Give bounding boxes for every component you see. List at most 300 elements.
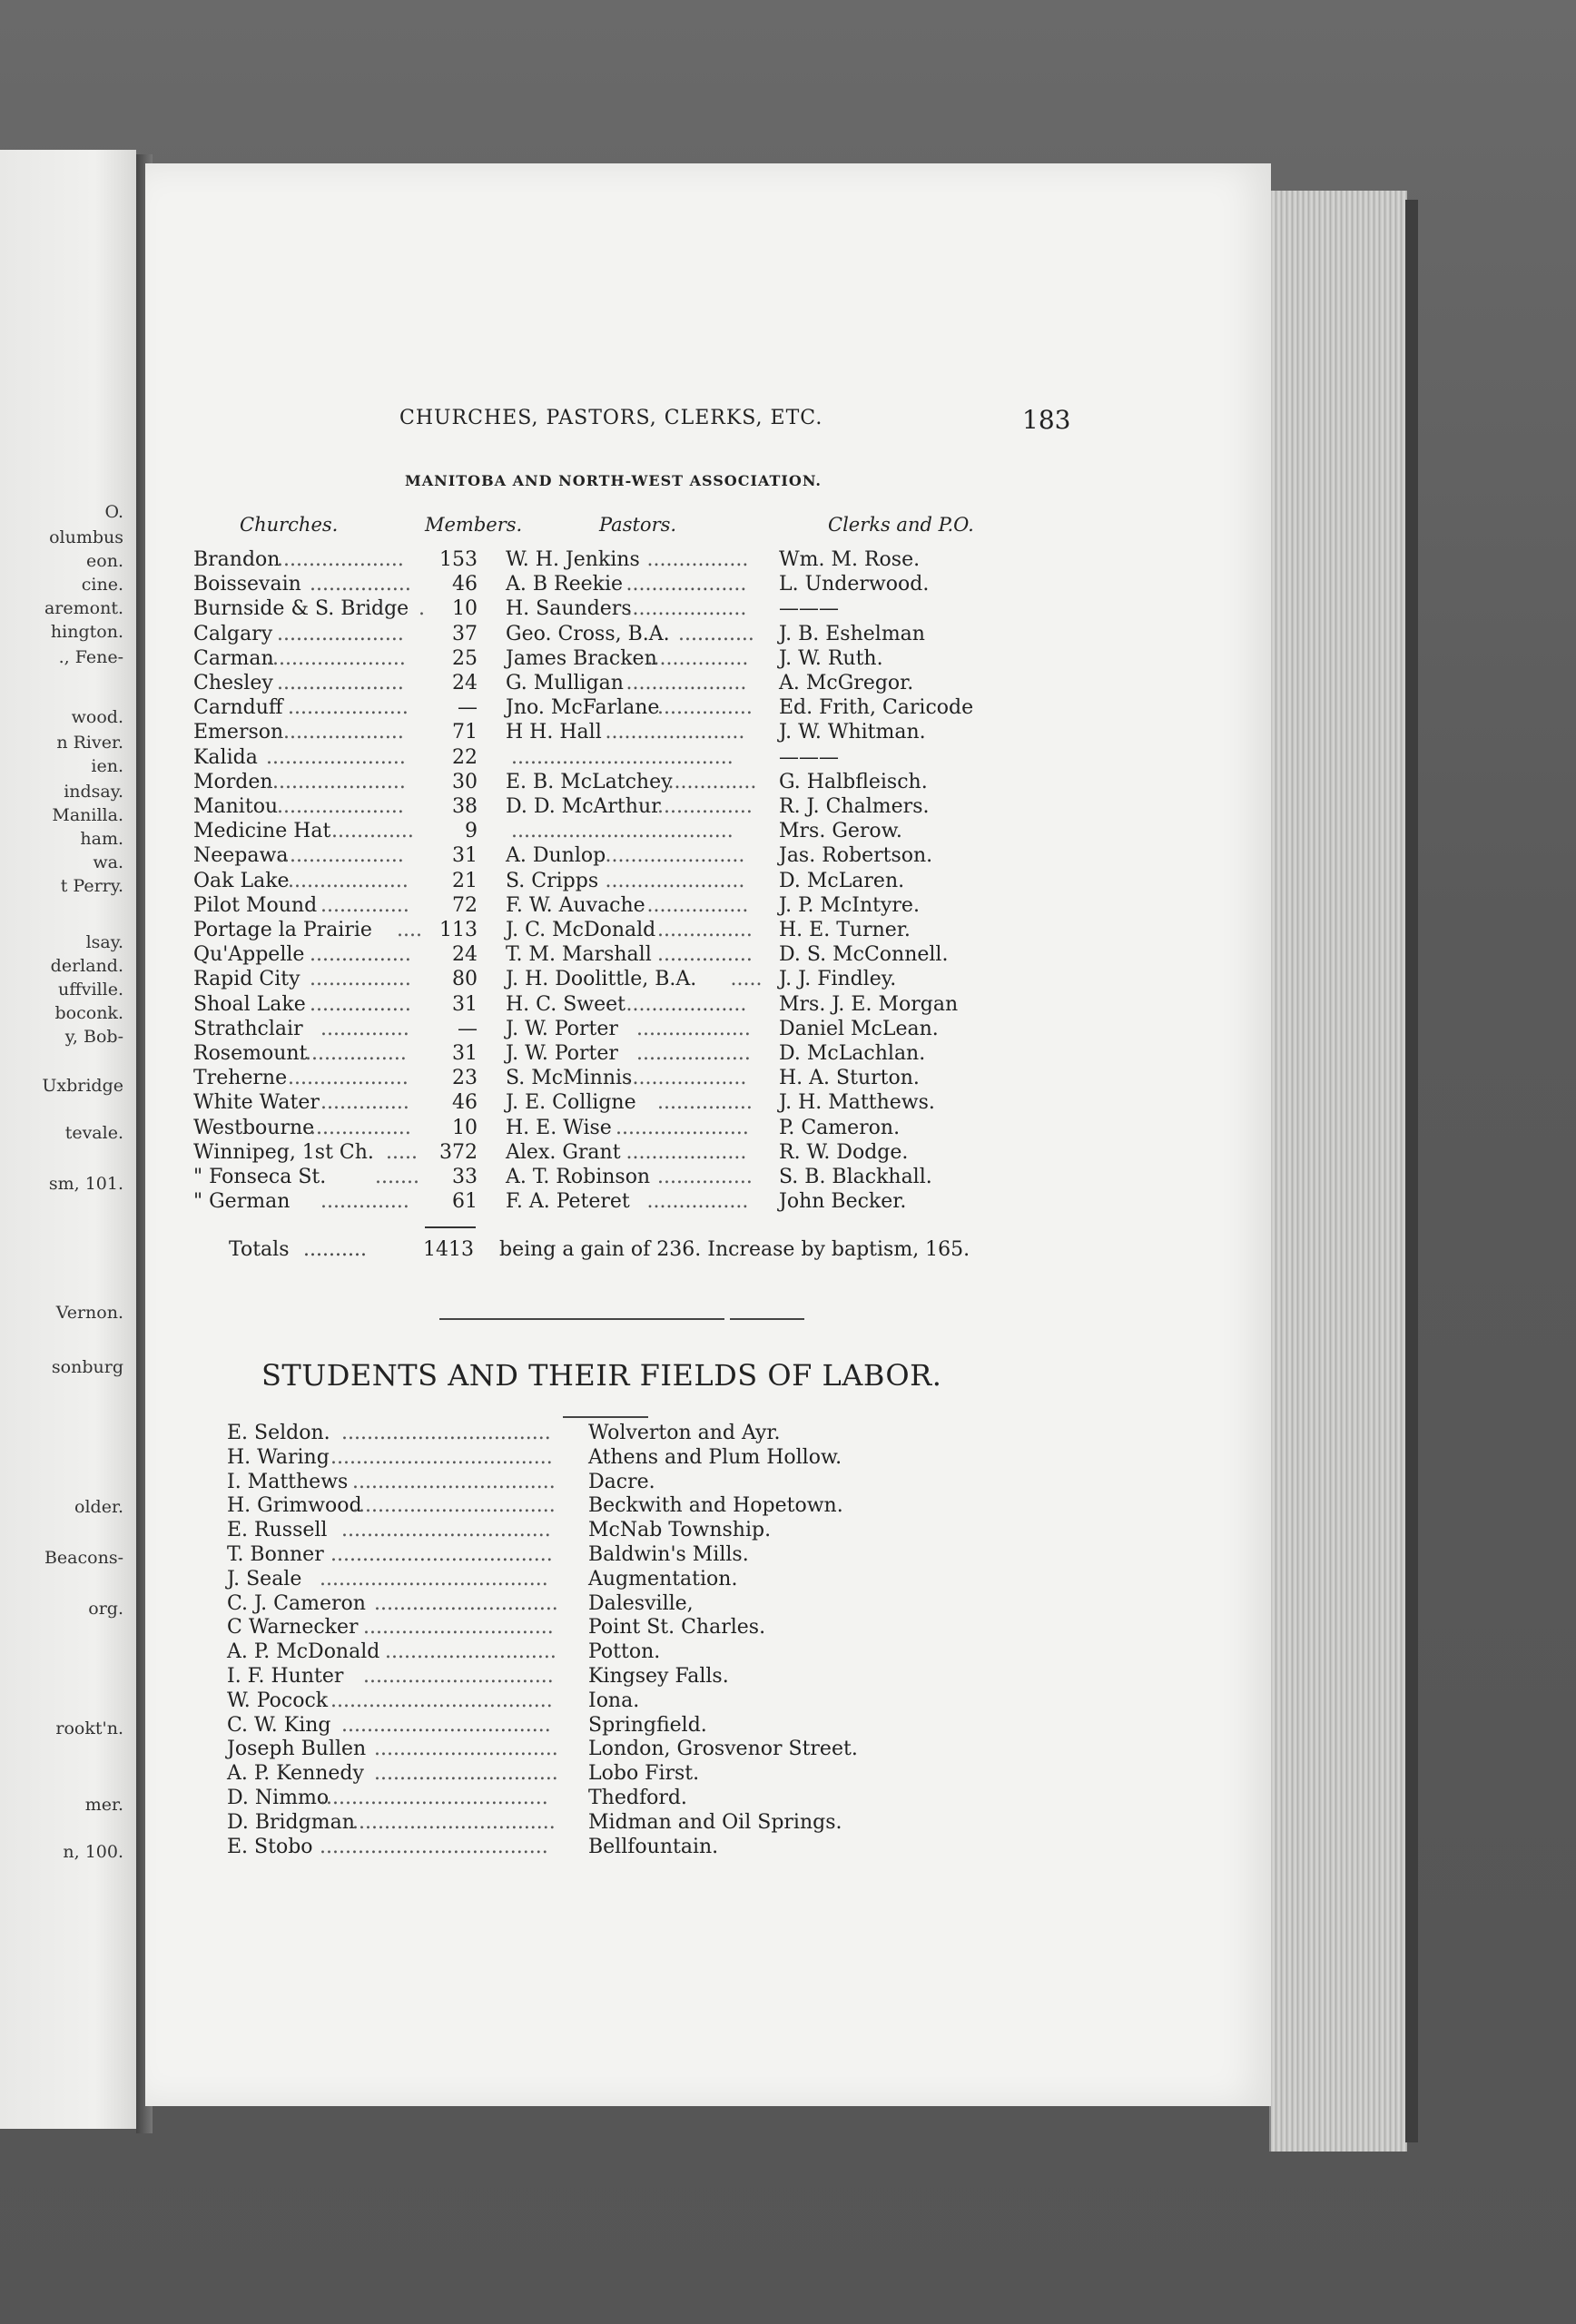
leader-dots: ..... — [386, 1140, 418, 1164]
leader-dots: ................................... — [330, 1689, 553, 1712]
church-clerk: ——— — [779, 597, 839, 621]
student-field: McNab Township. — [588, 1519, 772, 1542]
student-row — [227, 1519, 1044, 1543]
leader-dots: .............................. — [363, 1616, 554, 1640]
church-name: Manitou — [193, 795, 279, 818]
student-field: Athens and Plum Hollow. — [588, 1445, 842, 1469]
student-row — [227, 1471, 1044, 1495]
leader-dots: ................................ — [352, 1494, 556, 1518]
church-clerk: Jas. Robertson. — [779, 844, 933, 868]
left-fragment: wa. — [93, 852, 123, 872]
church-clerk: J. J. Findley. — [779, 968, 897, 991]
church-name: White Water — [193, 1091, 320, 1115]
church-pastor: A. B Reekie — [506, 573, 624, 596]
church-clerk: J. B. Eshelman — [779, 622, 925, 645]
church-row — [0, 943, 1180, 968]
student-name: D. Bridgman — [227, 1810, 355, 1834]
leader-dots: ...................... — [605, 844, 745, 868]
church-pastor: E. B. McLatchey — [506, 770, 673, 793]
leader-dots: .............. — [667, 770, 757, 793]
church-row — [0, 771, 1180, 795]
leader-dots: ................. — [299, 1042, 407, 1065]
church-pastor: Alex. Grant — [506, 1140, 621, 1164]
church-row — [0, 672, 1180, 696]
church-members: 24 — [452, 943, 478, 967]
leader-dots: ................................. — [341, 1422, 551, 1444]
student-row — [227, 1446, 1044, 1471]
church-members: 61 — [452, 1190, 478, 1214]
church-row — [0, 623, 1180, 647]
leader-dots: ................ — [310, 1116, 411, 1139]
left-fragment: ien. — [91, 756, 123, 776]
left-fragment: org. — [88, 1599, 123, 1619]
church-clerk: R. W. Dodge. — [779, 1140, 909, 1164]
church-clerk: J. H. Matthews. — [779, 1091, 935, 1115]
leader-dots: ............... — [657, 696, 753, 720]
left-fragment: derland. — [50, 956, 123, 976]
church-members: 31 — [452, 1042, 478, 1065]
student-name: C. W. King — [227, 1713, 331, 1737]
student-name: E. Russell — [227, 1519, 328, 1542]
church-row — [0, 573, 1180, 597]
student-name: H. Grimwood — [227, 1494, 362, 1518]
leader-dots: .................................... — [320, 1835, 548, 1858]
student-field: Point St. Charles. — [588, 1616, 766, 1640]
leader-dots: ........................... — [385, 1640, 557, 1664]
leader-dots: ................ — [310, 573, 411, 596]
church-row — [0, 795, 1180, 820]
church-name: Strathclair — [193, 1017, 303, 1040]
leader-dots: ..................... — [616, 1116, 749, 1139]
leader-dots: ................................ — [352, 1810, 556, 1834]
church-pastor: J. E. Colligne — [506, 1091, 636, 1115]
church-row — [0, 647, 1180, 672]
leader-dots: ..... — [730, 968, 763, 991]
left-fragment: y, Bob- — [64, 1027, 123, 1047]
church-row — [0, 548, 1180, 573]
church-clerk: D. McLaren. — [779, 869, 905, 892]
church-pastor: W. H. Jenkins — [506, 548, 640, 571]
church-name: Medicine Hat — [193, 820, 331, 843]
left-fragment: O. — [104, 502, 123, 522]
left-fragment: uffville. — [58, 980, 123, 1000]
church-pastor: H. Saunders — [506, 597, 632, 621]
church-pastor: S. Cripps — [506, 869, 599, 892]
leader-dots: .............. — [320, 893, 409, 917]
church-members: 46 — [452, 1091, 478, 1115]
leader-dots: ................... — [288, 1067, 409, 1090]
church-members: 23 — [452, 1067, 478, 1090]
column-header-pastors: Pastors. — [599, 514, 677, 536]
leader-dots: ................... — [625, 573, 747, 596]
student-name: W. Pocock — [227, 1689, 329, 1712]
church-members: 25 — [452, 646, 478, 670]
student-field: Wolverton and Ayr. — [588, 1422, 781, 1444]
church-members: 31 — [452, 992, 478, 1016]
leader-dots: ................... — [288, 696, 409, 720]
student-field: Augmentation. — [588, 1567, 738, 1590]
church-pastor: A. Dunlop — [506, 844, 606, 868]
running-header: CHURCHES, PASTORS, CLERKS, ETC. — [399, 407, 823, 429]
church-name: Pilot Mound — [193, 893, 318, 917]
leader-dots: ................................... — [330, 1445, 553, 1469]
leader-dots: .................... — [277, 622, 404, 645]
church-name: Emerson — [193, 721, 284, 744]
church-name: Kalida — [193, 745, 258, 769]
left-fragment: Manilla. — [52, 805, 123, 825]
church-name: Oak Lake — [193, 869, 290, 892]
church-members: 10 — [452, 1116, 478, 1139]
leader-dots: ................ — [646, 893, 749, 917]
church-name: Chesley — [193, 672, 273, 694]
page-edges — [1269, 191, 1407, 2152]
church-pastor: J. H. Doolittle, B.A. — [506, 968, 697, 991]
leader-dots: .... — [397, 919, 422, 941]
leader-dots: .................................... — [320, 1787, 548, 1809]
leader-dots: .................... — [277, 721, 404, 744]
totals-dots: .......... — [303, 1238, 367, 1261]
leader-dots: ................... — [625, 597, 747, 621]
church-pastor: H H. Hall — [506, 721, 602, 744]
student-name: C Warnecker — [227, 1616, 359, 1640]
student-field: Dalesville, — [588, 1591, 694, 1615]
leader-dots: ............... — [657, 795, 753, 818]
left-fragment: hington. — [50, 622, 123, 642]
church-name: Morden — [193, 770, 273, 793]
leader-dots: .............. — [320, 1190, 409, 1214]
left-fragment: wood. — [71, 707, 123, 727]
student-name: I. F. Hunter — [227, 1665, 344, 1688]
church-pastor: T. M. Marshall — [506, 943, 652, 967]
church-clerk: Mrs. J. E. Morgan — [779, 992, 959, 1016]
left-fragment: olumbus — [49, 527, 123, 547]
church-members: 113 — [439, 919, 478, 941]
student-field: Midman and Oil Springs. — [588, 1810, 842, 1834]
church-clerk: Mrs. Gerow. — [779, 820, 902, 843]
left-fragment: sonburg — [51, 1357, 123, 1377]
student-row — [227, 1738, 1044, 1762]
left-fragment: n, 100. — [63, 1842, 123, 1862]
church-row — [0, 968, 1180, 992]
student-field: Dacre. — [588, 1470, 655, 1493]
church-members: 22 — [452, 745, 478, 769]
church-row — [0, 1091, 1180, 1116]
church-row — [0, 870, 1180, 894]
student-name: E. Seldon. — [227, 1422, 330, 1444]
church-row — [0, 1117, 1180, 1141]
leader-dots: ................ — [310, 968, 411, 991]
church-row — [0, 894, 1180, 919]
church-pastor: H. C. Sweet — [506, 992, 625, 1016]
left-fragment: aremont. — [44, 598, 123, 618]
left-fragment: lsay. — [85, 932, 123, 952]
leader-dots: .............. — [320, 1091, 409, 1115]
left-fragment: mer. — [84, 1795, 123, 1815]
church-pastor: F. A. Peteret — [506, 1190, 630, 1214]
church-members: 37 — [452, 622, 478, 645]
leader-dots: .................... — [277, 844, 404, 868]
student-field: Lobo First. — [588, 1762, 700, 1786]
church-row — [0, 844, 1180, 869]
church-row — [0, 820, 1180, 844]
column-header-members: Members. — [425, 514, 523, 536]
student-field: London, Grosvenor Street. — [588, 1738, 858, 1761]
leader-dots: ............ — [678, 622, 754, 645]
page-number: 183 — [1022, 405, 1071, 435]
leader-dots: ...................... — [266, 745, 406, 769]
church-clerk: A. McGregor. — [779, 672, 914, 694]
students-title: STUDENTS AND THEIR FIELDS OF LABOR. — [261, 1358, 942, 1393]
church-members: 372 — [439, 1140, 478, 1164]
church-clerk: John Becker. — [779, 1190, 907, 1214]
totals-rule — [425, 1226, 476, 1228]
church-name: Portage la Prairie — [193, 919, 372, 941]
church-members: 38 — [452, 795, 478, 818]
church-pastor: James Bracken — [506, 646, 657, 670]
totals-note: being a gain of 236. Increase by baptism, 165. — [499, 1238, 970, 1261]
page-edge-shadow — [1405, 200, 1418, 2142]
church-members: 9 — [465, 820, 478, 843]
student-row — [227, 1616, 1044, 1640]
church-row — [0, 1042, 1180, 1067]
student-row — [227, 1689, 1044, 1714]
church-clerk: ——— — [779, 745, 839, 769]
student-name: T. Bonner — [227, 1543, 324, 1566]
student-row — [227, 1640, 1044, 1665]
leader-dots: . — [419, 597, 425, 621]
student-name: A. P. McDonald — [227, 1640, 380, 1664]
church-members: 30 — [452, 770, 478, 793]
student-row — [227, 1762, 1044, 1787]
leader-dots: ...................... — [605, 721, 745, 744]
leader-dots: ...................... — [266, 770, 406, 793]
left-fragment: boconk. — [54, 1003, 123, 1023]
student-name: D. Nimmo — [227, 1787, 330, 1809]
leader-dots: ................... — [625, 672, 747, 694]
church-members: 33 — [452, 1166, 478, 1188]
church-members: — — [458, 1017, 478, 1040]
church-name: Rapid City — [193, 968, 300, 991]
student-field: Kingsey Falls. — [588, 1665, 729, 1688]
church-name: Carnduff — [193, 696, 283, 720]
church-clerk: D. S. McConnell. — [779, 943, 949, 967]
student-field: Iona. — [588, 1689, 640, 1712]
left-fragment: Vernon. — [55, 1303, 123, 1323]
leader-dots: ............... — [657, 943, 753, 967]
leader-dots: ................ — [310, 943, 411, 967]
church-clerk: Daniel McLean. — [779, 1017, 939, 1040]
section-divider-gap — [724, 1316, 730, 1322]
church-members: 31 — [452, 844, 478, 868]
church-name: Boissevain — [193, 573, 301, 596]
church-name: Winnipeg, 1st Ch. — [193, 1140, 374, 1164]
column-header-churches: Churches. — [240, 514, 339, 536]
leader-dots: ............................. — [374, 1738, 558, 1761]
leader-dots: ............... — [657, 1166, 753, 1188]
student-name: J. Seale — [227, 1567, 302, 1590]
leader-dots: ................................... — [511, 745, 734, 769]
leader-dots: ................... — [625, 1067, 747, 1090]
church-row — [0, 1166, 1180, 1190]
church-name: Neepawa — [193, 844, 289, 868]
church-members: 71 — [452, 721, 478, 744]
student-row — [227, 1714, 1044, 1738]
church-members: 46 — [452, 573, 478, 596]
leader-dots: ................................. — [341, 1713, 551, 1737]
left-fragment: tevale. — [64, 1123, 123, 1143]
student-row — [227, 1836, 1044, 1860]
church-clerk: P. Cameron. — [779, 1116, 901, 1139]
student-name: A. P. Kennedy — [227, 1762, 364, 1786]
church-row — [0, 597, 1180, 622]
students-rule — [563, 1416, 648, 1418]
student-field: Beckwith and Hopetown. — [588, 1494, 843, 1518]
left-fragment: older. — [74, 1497, 123, 1517]
leader-dots: .............................. — [363, 1665, 554, 1688]
student-row — [227, 1811, 1044, 1836]
church-pastor: F. W. Auvache — [506, 893, 645, 917]
student-field: Springfield. — [588, 1713, 707, 1737]
leader-dots: ................................ — [352, 1470, 556, 1493]
church-name: Carman — [193, 646, 274, 670]
student-name: Joseph Bullen — [227, 1738, 367, 1761]
church-row — [0, 919, 1180, 943]
leader-dots: ................................... — [511, 820, 734, 843]
leader-dots: ................ — [646, 548, 749, 571]
leader-dots: ................... — [625, 1140, 747, 1164]
leader-dots: .................... — [277, 672, 404, 694]
church-clerk: L. Underwood. — [779, 573, 930, 596]
leader-dots: ................ — [646, 1190, 749, 1214]
church-pastor: S. McMinnis — [506, 1067, 633, 1090]
leader-dots: .................... — [277, 795, 404, 818]
church-name: Qu'Appelle — [193, 943, 305, 967]
student-row — [227, 1568, 1044, 1592]
church-clerk: H. A. Sturton. — [779, 1067, 920, 1090]
church-clerk: R. J. Chalmers. — [779, 795, 930, 818]
church-pastor: D. D. McArthur — [506, 795, 661, 818]
left-fragment: ham. — [80, 829, 123, 849]
leader-dots: ................................... — [330, 1543, 553, 1566]
student-field: Thedford. — [588, 1787, 687, 1809]
church-row — [0, 1190, 1180, 1215]
student-row — [227, 1665, 1044, 1689]
church-clerk: D. McLachlan. — [779, 1042, 926, 1065]
student-name: I. Matthews — [227, 1470, 349, 1493]
leader-dots: ................... — [288, 869, 409, 892]
leader-dots: ............... — [657, 1091, 753, 1115]
church-row — [0, 993, 1180, 1018]
church-members: 80 — [452, 968, 478, 991]
leader-dots: ................ — [646, 646, 749, 670]
church-clerk: G. Halbfleisch. — [779, 770, 928, 793]
leader-dots: .................. — [636, 1042, 751, 1065]
leader-dots: ...................... — [266, 646, 406, 670]
church-clerk: Wm. M. Rose. — [779, 548, 921, 571]
left-fragment: sm, 101. — [48, 1174, 123, 1194]
leader-dots: .................... — [277, 548, 404, 571]
church-row — [0, 1018, 1180, 1042]
student-row — [227, 1494, 1044, 1519]
church-pastor: G. Mulligan — [506, 672, 624, 694]
student-field: Bellfountain. — [588, 1835, 719, 1858]
leader-dots: ................................. — [341, 1519, 551, 1542]
leader-dots: ............................. — [374, 1762, 558, 1786]
church-name: " German — [193, 1190, 291, 1214]
left-fragment: cine. — [81, 575, 123, 595]
leader-dots: ................... — [625, 992, 747, 1016]
leader-dots: .............. — [320, 1017, 409, 1040]
left-fragment: indsay. — [64, 782, 123, 802]
church-name: Westbourne — [193, 1116, 315, 1139]
church-name: Burnside & S. Bridge — [193, 597, 409, 621]
church-pastor: A. T. Robinson — [506, 1166, 651, 1188]
section-divider — [439, 1318, 804, 1320]
church-members: 24 — [452, 672, 478, 694]
church-clerk: J. P. McIntyre. — [779, 893, 920, 917]
leader-dots: ................ — [310, 992, 411, 1016]
column-header-clerks: Clerks and P.O. — [828, 514, 974, 536]
church-row — [0, 746, 1180, 771]
church-name: Rosemount — [193, 1042, 308, 1065]
church-members: 10 — [452, 597, 478, 621]
left-fragment: t Perry. — [60, 876, 123, 896]
student-field: Baldwin's Mills. — [588, 1543, 749, 1566]
church-row — [0, 721, 1180, 745]
church-row — [0, 1067, 1180, 1091]
church-members: 21 — [452, 869, 478, 892]
church-members: 72 — [452, 893, 478, 917]
church-members: 153 — [439, 548, 478, 571]
leader-dots: ....... — [375, 1166, 419, 1188]
church-row — [0, 1141, 1180, 1166]
student-row — [227, 1787, 1044, 1811]
church-clerk: Ed. Frith, Caricode — [779, 696, 974, 720]
leader-dots: ...................... — [605, 869, 745, 892]
church-name: Treherne — [193, 1067, 288, 1090]
totals-members: 1413 — [423, 1238, 474, 1261]
student-field: Potton. — [588, 1640, 661, 1664]
church-clerk: S. B. Blackhall. — [779, 1166, 932, 1188]
leader-dots: ............................. — [374, 1591, 558, 1615]
church-pastor: J. C. McDonald — [506, 919, 656, 941]
left-fragment: Beacons- — [44, 1548, 123, 1568]
left-fragment: eon. — [86, 551, 123, 571]
leader-dots: ............... — [657, 919, 753, 941]
church-members: — — [458, 696, 478, 720]
student-row — [227, 1592, 1044, 1617]
leader-dots: ............. — [331, 820, 414, 843]
church-name: Brandon — [193, 548, 281, 571]
church-pastor: J. W. Porter — [506, 1017, 618, 1040]
left-fragment: rookt'n. — [55, 1718, 123, 1738]
association-title: MANITOBA AND NORTH-WEST ASSOCIATION. — [405, 472, 822, 489]
student-row — [227, 1422, 1044, 1446]
student-row — [227, 1543, 1044, 1568]
church-pastor: Geo. Cross, B.A. — [506, 622, 670, 645]
church-pastor: Jno. McFarlane — [506, 696, 660, 720]
church-pastor: H. E. Wise — [506, 1116, 612, 1139]
left-fragment: n River. — [56, 733, 123, 753]
church-name: " Fonseca St. — [193, 1166, 327, 1188]
church-name: Calgary — [193, 622, 273, 645]
student-name: C. J. Cameron — [227, 1591, 366, 1615]
left-fragment: ., Fene- — [58, 647, 123, 667]
church-name: Shoal Lake — [193, 992, 306, 1016]
church-pastor: J. W. Porter — [506, 1042, 618, 1065]
student-name: E. Stobo — [227, 1835, 313, 1858]
leader-dots: .................................... — [320, 1567, 548, 1590]
